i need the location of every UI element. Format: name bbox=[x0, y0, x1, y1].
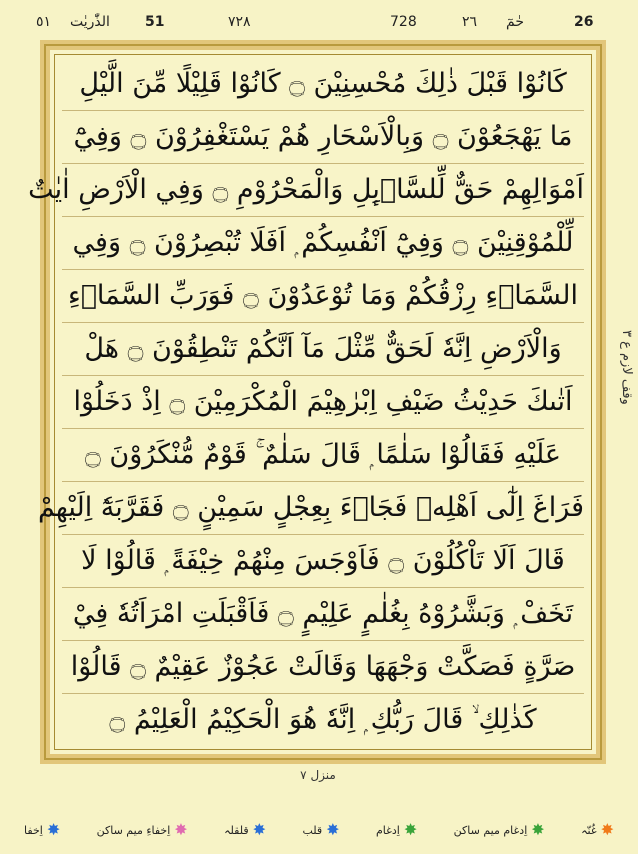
legend-item bbox=[224, 822, 266, 838]
verse-line: كَانُوْا قَبْلَ ذٰلِكَ مُحْسِنِيْنَ ۝ كَانُوْا قَلِيْلًا مِّنَ الَّيْلِ bbox=[62, 58, 584, 111]
legend-label: قلقلہ bbox=[224, 823, 249, 837]
legend-item bbox=[376, 822, 417, 838]
page-number: 728 bbox=[390, 14, 417, 30]
juz-number: 26 bbox=[574, 14, 594, 30]
legend-item bbox=[581, 822, 614, 838]
legend-label: اِدغام bbox=[375, 823, 400, 837]
page-frame bbox=[28, 40, 606, 764]
surah-number-ar: ٥١ bbox=[36, 14, 52, 30]
star-icon: ✸ bbox=[174, 820, 188, 839]
verse-line: صَرَّةٍ فَصَكَّتْ وَجْهَهَا وَقَالَتْ عَجُوْزٌ عَقِيْمٌ ۝ قَالُوْا bbox=[62, 641, 584, 694]
legend-item bbox=[302, 822, 339, 838]
manzil-label: منزل ٧ bbox=[300, 768, 336, 782]
legend-label: غُنّہ bbox=[581, 823, 597, 837]
verse-block bbox=[28, 58, 584, 746]
verse-line: كَذٰلِكِ ۙ قَالَ رَبُّكِ ۭ اِنَّهٗ هُوَ الْحَكِيْمُ الْعَلِيْمُ ۝ bbox=[109, 704, 537, 735]
star-icon: ✸ bbox=[403, 820, 418, 839]
star-icon: ✸ bbox=[600, 820, 614, 839]
legend-item bbox=[97, 822, 188, 838]
verse-line: فَرَاغَ اِلٰٓى اَهْلِهٖ فَجَاۗءَ بِعِجْلٍ سَمِيْنٍ ۝ فَقَرَّبَهٗٓ اِلَيْهِمْ bbox=[62, 482, 584, 535]
star-icon: ✸ bbox=[46, 820, 61, 839]
surah-name: الذّٰريٰت bbox=[70, 14, 110, 30]
verse-line: قَالَ اَلَا تَاْكُلُوْنَ ۝ فَاَوْجَسَ مِنْهُمْ خِيْفَةً ۭ قَالُوْا لَا bbox=[62, 535, 584, 588]
star-icon: ✸ bbox=[326, 820, 340, 839]
verse-line: وَالْاَرْضِ اِنَّهٗ لَحَقٌّ مِّثْلَ مَآ اَنَّكُمْ تَنْطِقُوْنَ ۝ هَلْ bbox=[62, 323, 584, 376]
juz-number-ar: ٢٦ bbox=[462, 14, 478, 30]
legend-item bbox=[454, 822, 545, 838]
verse-line: اَتٰىكَ حَدِيْثُ ضَيْفِ اِبْرٰهِيْمَ الْمُكْرَمِيْنَ ۝ اِذْ دَخَلُوْا bbox=[62, 376, 584, 429]
verse-line: اَمْوَالِهِمْ حَقٌّ لِّلسَّاۤىِٕلِ وَالْمَحْرُوْمِ ۝ وَفِي الْاَرْضِ اٰيٰتٌ bbox=[62, 164, 584, 217]
legend-label: اِدغام میم ساکن bbox=[453, 823, 528, 837]
page-number-ar: ٧٢٨ bbox=[228, 14, 251, 30]
legend-label: اِخفا bbox=[24, 823, 43, 837]
verse-line: لِّلْمُوْقِنِيْنَ ۝ وَفِيْٓ اَنْفُسِكُمْ ۭ اَفَلَا تُبْصِرُوْنَ ۝ وَفِي bbox=[62, 217, 584, 270]
verse-line: تَخَفْ ۭ وَبَشَّرُوْهُ بِغُلٰمٍ عَلِيْمٍ ۝ فَاَقْبَلَتِ امْرَاَتُهٗ فِيْ bbox=[62, 588, 584, 641]
margin-note: وقف لازم ع ٣ bbox=[619, 330, 634, 405]
tajweed-legend bbox=[24, 818, 614, 842]
verse-line: عَلَيْهِ فَقَالُوْا سَلٰمًا ۭ قَالَ سَلٰمٌ ۚ قَوْمٌ مُّنْكَرُوْنَ ۝ bbox=[62, 429, 584, 482]
legend-label: قلب bbox=[302, 823, 323, 837]
star-icon: ✸ bbox=[531, 820, 545, 839]
verse-line: مَا يَهْجَعُوْنَ ۝ وَبِالْاَسْحَارِ هُمْ يَسْتَغْفِرُوْنَ ۝ وَفِيْٓ bbox=[62, 111, 584, 164]
juz-name: حٰمٓ bbox=[506, 14, 524, 30]
verse-line: السَّمَاۤءِ رِزْقُكُمْ وَمَا تُوْعَدُوْنَ ۝ فَوَرَبِّ السَّمَاۤءِ bbox=[62, 270, 584, 323]
legend-item bbox=[24, 822, 60, 838]
star-icon: ✸ bbox=[252, 820, 267, 839]
surah-number: 51 bbox=[145, 14, 165, 30]
legend-label: اِخفاءِ میم ساکن bbox=[96, 823, 171, 837]
